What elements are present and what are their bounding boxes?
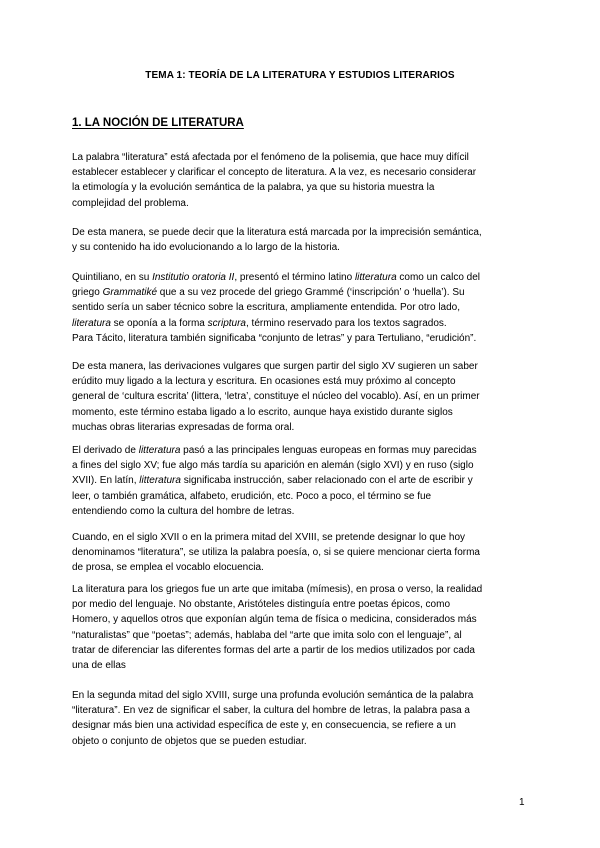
paragraph	[72, 150, 534, 211]
paragraph	[72, 530, 534, 576]
paragraph-line: literatura se oponía a la forma scriptura, término reservado para los textos sagrados.	[72, 317, 447, 329]
paragraph-line: denominamos “literatura”, se utiliza la palabra poesía, o, si se quiere mencionar cierta forma	[72, 547, 480, 559]
paragraph-line: Para Tácito, literatura también significaba “conjunto de letras” y para Tertuliano, “erudición”.	[72, 332, 477, 344]
paragraph-line: De esta manera, se puede decir que la literatura está marcada por la imprecisión semántica,	[72, 227, 482, 238]
paragraph-line: y su contenido ha ido evolucionando a lo largo de la historia.	[72, 242, 340, 254]
paragraph-line: El derivado de litteratura pasó a las principales lenguas europeas en formas muy parecidas	[72, 445, 477, 456]
section-heading: 1. LA NOCIÓN DE LITERATURA	[72, 117, 244, 129]
paragraph	[72, 443, 534, 519]
paragraph-line: objeto o conjunto de objetos que se pueden estudiar.	[72, 735, 307, 747]
paragraph-line: En la segunda mitad del siglo XVIII, surge una profunda evolución semántica de la palabra	[72, 690, 474, 701]
document-title: TEMA 1: TEORÍA DE LA LITERATURA Y ESTUDIOS LITERARIOS	[145, 70, 455, 81]
paragraph-line: sentido sería un saber técnico sobre la escritura, ampliamente entendida. Por otro lado,	[72, 302, 460, 314]
paragraph-line: “literatura”. En vez de significar el saber, la cultura del hombre de letras, la palabra pasa a	[72, 705, 470, 717]
paragraph-line: establecer establecer y clarificar el concepto de literatura. A la vez, es necesario considerar	[72, 167, 477, 179]
paragraph	[72, 582, 534, 673]
paragraph-line: complejidad del problema.	[72, 197, 189, 209]
paragraph-line: La palabra “literatura” está afectada por el fenómeno de la polisemia, que hace muy difícil	[72, 152, 469, 163]
paragraph	[72, 270, 534, 346]
paragraph-line: erúdito muy ligado a la lectura y escritura. En ocasiones está muy próximo al concepto	[72, 376, 456, 388]
paragraph-line: designar más bien una actividad específica de este y, en consecuencia, se refiere a un	[72, 720, 456, 732]
paragraph	[72, 688, 534, 749]
paragraph-line: XVII). En latín, litteratura significaba instrucción, saber relacionado con el arte de escribir y	[72, 475, 473, 487]
paragraph-line: La literatura para los griegos fue un arte que imitaba (mímesis), en prosa o verso, la realidad	[72, 584, 483, 595]
paragraph-line: Cuando, en el siglo XVII o en la primera mitad del XVIII, se pretende designar lo que hoy	[72, 532, 466, 543]
paragraph-line: la etimología y la evolución semántica de la palabra, ya que su historia muestra la	[72, 182, 435, 194]
paragraph-line: “naturalistas” que “poetas”; además, hablaba del “arte que imita solo con el lenguaje”, al	[72, 629, 462, 641]
paragraph-line: momento, este término estaba ligado a lo escrito, aunque haya existido durante siglos	[72, 406, 453, 418]
paragraph-line: de prosa, se emplea el vocablo elocuencia.	[72, 562, 264, 574]
paragraph-line: De esta manera, las derivaciones vulgares que surgen partir del siglo XV sugieren un saber	[72, 361, 478, 372]
paragraph-line: tratar de diferenciar las diferentes formas del arte a partir de los medios utilizados por cada	[72, 644, 475, 656]
paragraph-line: Homero, y aquellos otros que exponían algún tema de física o medicina, considerados más	[72, 614, 477, 626]
paragraph-line: una de ellas	[72, 660, 126, 672]
paragraph	[72, 359, 534, 435]
paragraph-line: por medio del lenguaje. No obstante, Aristóteles distinguía entre poetas épicos, como	[72, 599, 451, 611]
paragraph-line: leer, o también gramática, alfabeto, erudición, etc. Poco a poco, el término se fue	[72, 490, 432, 502]
paragraph-line: muchas obras literarias expresadas de forma oral.	[72, 421, 295, 433]
paragraph	[72, 225, 534, 255]
paragraph-line: Quintiliano, en su Institutio oratoria II, presentó el término latino litteratura como un calco del	[72, 272, 481, 283]
page-number: 1	[519, 797, 525, 808]
paragraph-line: general de ‘cultura escrita’ (littera, ‘letra’, constituye el núcleo del vocablo). Así, en un primer	[72, 391, 480, 403]
paragraph-line: griego Grammatiké que a su vez procede del griego Grammé (‘inscripción’ o ‘huella’). Su	[72, 287, 465, 299]
paragraph-line: entendiendo como la cultura del hombre de letras.	[72, 505, 295, 517]
paragraph-line: a fines del siglo XV; fue algo más tardía su aparición en alemán (siglo XVI) y en ruso (siglo	[72, 460, 474, 472]
